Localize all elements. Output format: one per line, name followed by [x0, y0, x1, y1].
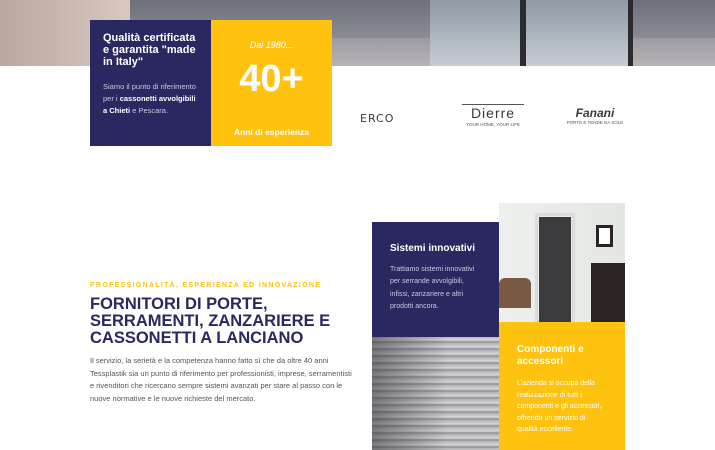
dierre-logo-text: Dierre — [462, 104, 524, 121]
dierre-logo[interactable] — [462, 104, 524, 127]
dierre-tagline: YOUR HOME, YOUR LIFE — [466, 122, 520, 127]
door — [539, 217, 571, 322]
hero-window — [430, 0, 630, 66]
armchair — [499, 278, 531, 308]
about-title: FORNITORI DI PORTE, SERRAMENTI, ZANZARIERE E CASSONETTI A LANCIANO — [90, 295, 331, 347]
fanani-logo-text: Fanani — [575, 106, 615, 120]
erco-logo[interactable] — [360, 112, 394, 125]
innovative-systems-card — [372, 222, 499, 337]
components-text: L'azienda si occupa della realizzazione di tutti i componenti e gli accessori, offrendo un servizio di qualità eccellente. — [517, 380, 602, 434]
components-card — [499, 322, 625, 450]
years-label: Anni di esperienza — [233, 127, 310, 137]
shutter-shade — [372, 337, 499, 450]
innovative-systems-text: Trattiamo sistemi innovativi per serrande avvolgibili, infissi, zanzariere e altri prodotti ancora. — [390, 266, 475, 311]
door-photo — [499, 203, 625, 322]
wall-picture — [596, 225, 613, 247]
innovative-systems-title: Sistemi innovativi — [390, 243, 476, 254]
fanani-tagline: PORTE E TENDE DA SOLE — [566, 120, 624, 125]
years-number: 40+ — [239, 58, 304, 100]
years-since: Dal 1980... — [249, 40, 294, 50]
fanani-logo[interactable] — [565, 106, 625, 125]
components-title: Componenti e accessori — [517, 344, 584, 367]
quality-card-text: Siamo il punto di riferimento per i cassonetti avvolgibili a Chieti e Pescara. — [103, 82, 196, 115]
shutter-photo — [372, 337, 499, 450]
hero-window-frame — [520, 0, 526, 66]
erco-logo-text: ERCO — [360, 112, 395, 125]
quality-card-title: Qualità certificata e garantita "made in Italy" — [103, 32, 196, 68]
shelf — [591, 263, 625, 322]
quality-card — [90, 20, 211, 146]
years-card — [211, 20, 332, 146]
about-description: Il servizio, la serietà e la competenza hanno fatto sì che da oltre 40 anni Tessplastik sia un punto di riferimento per professionisti, imprese, serramentisti e rivenditori che ricercano sempre sistemi avanzati per stare al passo con le nuove normative e le nuove richieste del mercato. — [90, 356, 352, 403]
hero-window-frame — [628, 0, 633, 66]
about-eyebrow: PROFESSIONALITÀ, ESPERIENZA ED INNOVAZIONE — [90, 282, 322, 289]
